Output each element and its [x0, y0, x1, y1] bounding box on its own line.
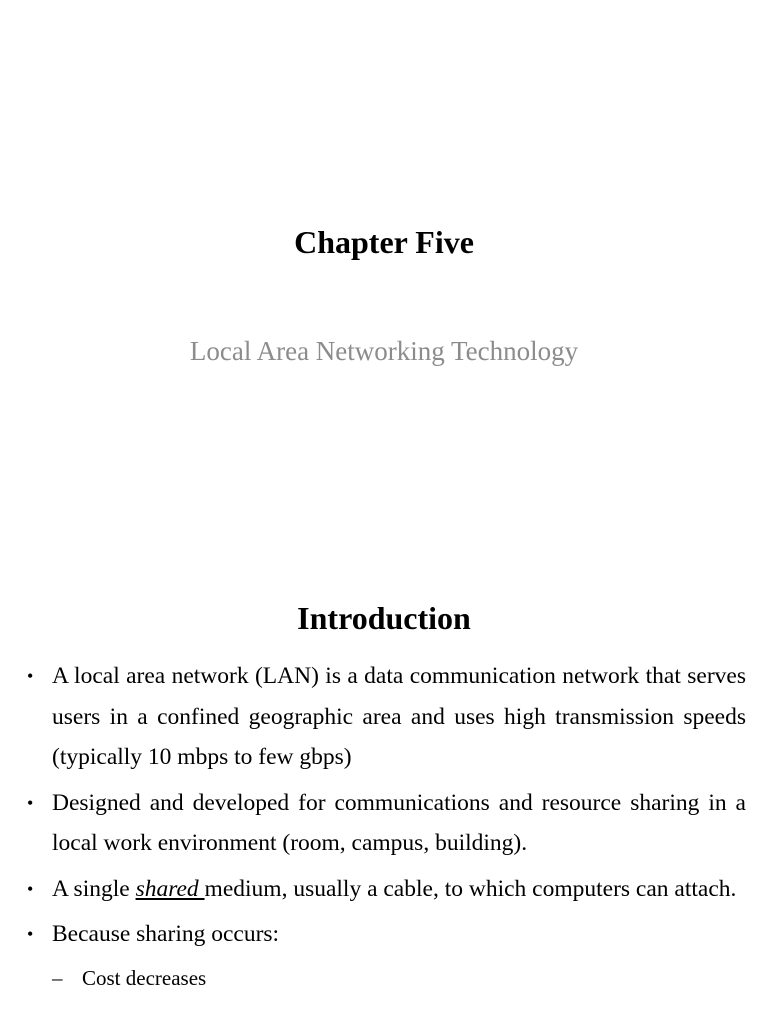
- bullet-icon: •: [27, 924, 34, 944]
- bullet-text-pre: A single: [52, 875, 136, 902]
- bullet-item: [0, 914, 768, 955]
- introduction-title: Introduction: [297, 600, 471, 636]
- introduction-slide: [0, 576, 768, 1024]
- bullet-text-post: medium, usually a cable, to which computers can attach.: [204, 875, 737, 902]
- bullet-text: Designed and developed for communications and resource sharing in a local work environment (room, campus, building).: [52, 789, 746, 856]
- bullet-emphasis: shared: [135, 875, 205, 902]
- bullet-item: [0, 783, 768, 864]
- bullet-icon: •: [27, 666, 34, 686]
- bullet-text: Because sharing occurs:: [52, 921, 280, 947]
- dash-icon: –: [52, 965, 63, 990]
- bullet-list: [0, 656, 768, 996]
- bullet-icon: •: [27, 792, 34, 813]
- sub-bullet-text: Cost decreases: [82, 965, 207, 990]
- sub-bullet-item: [0, 960, 768, 996]
- bullet-text: A local area network (LAN) is a data communication network that serves users in a confined geographic area and uses high transmission speeds (typically 10 mbps to few gbps): [52, 663, 746, 770]
- bullet-item: [0, 656, 768, 778]
- bullet-item: [0, 869, 768, 910]
- chapter-subtitle: Local Area Networking Technology: [189, 336, 579, 366]
- chapter-title: Chapter Five: [294, 224, 474, 260]
- bullet-icon: •: [27, 878, 34, 899]
